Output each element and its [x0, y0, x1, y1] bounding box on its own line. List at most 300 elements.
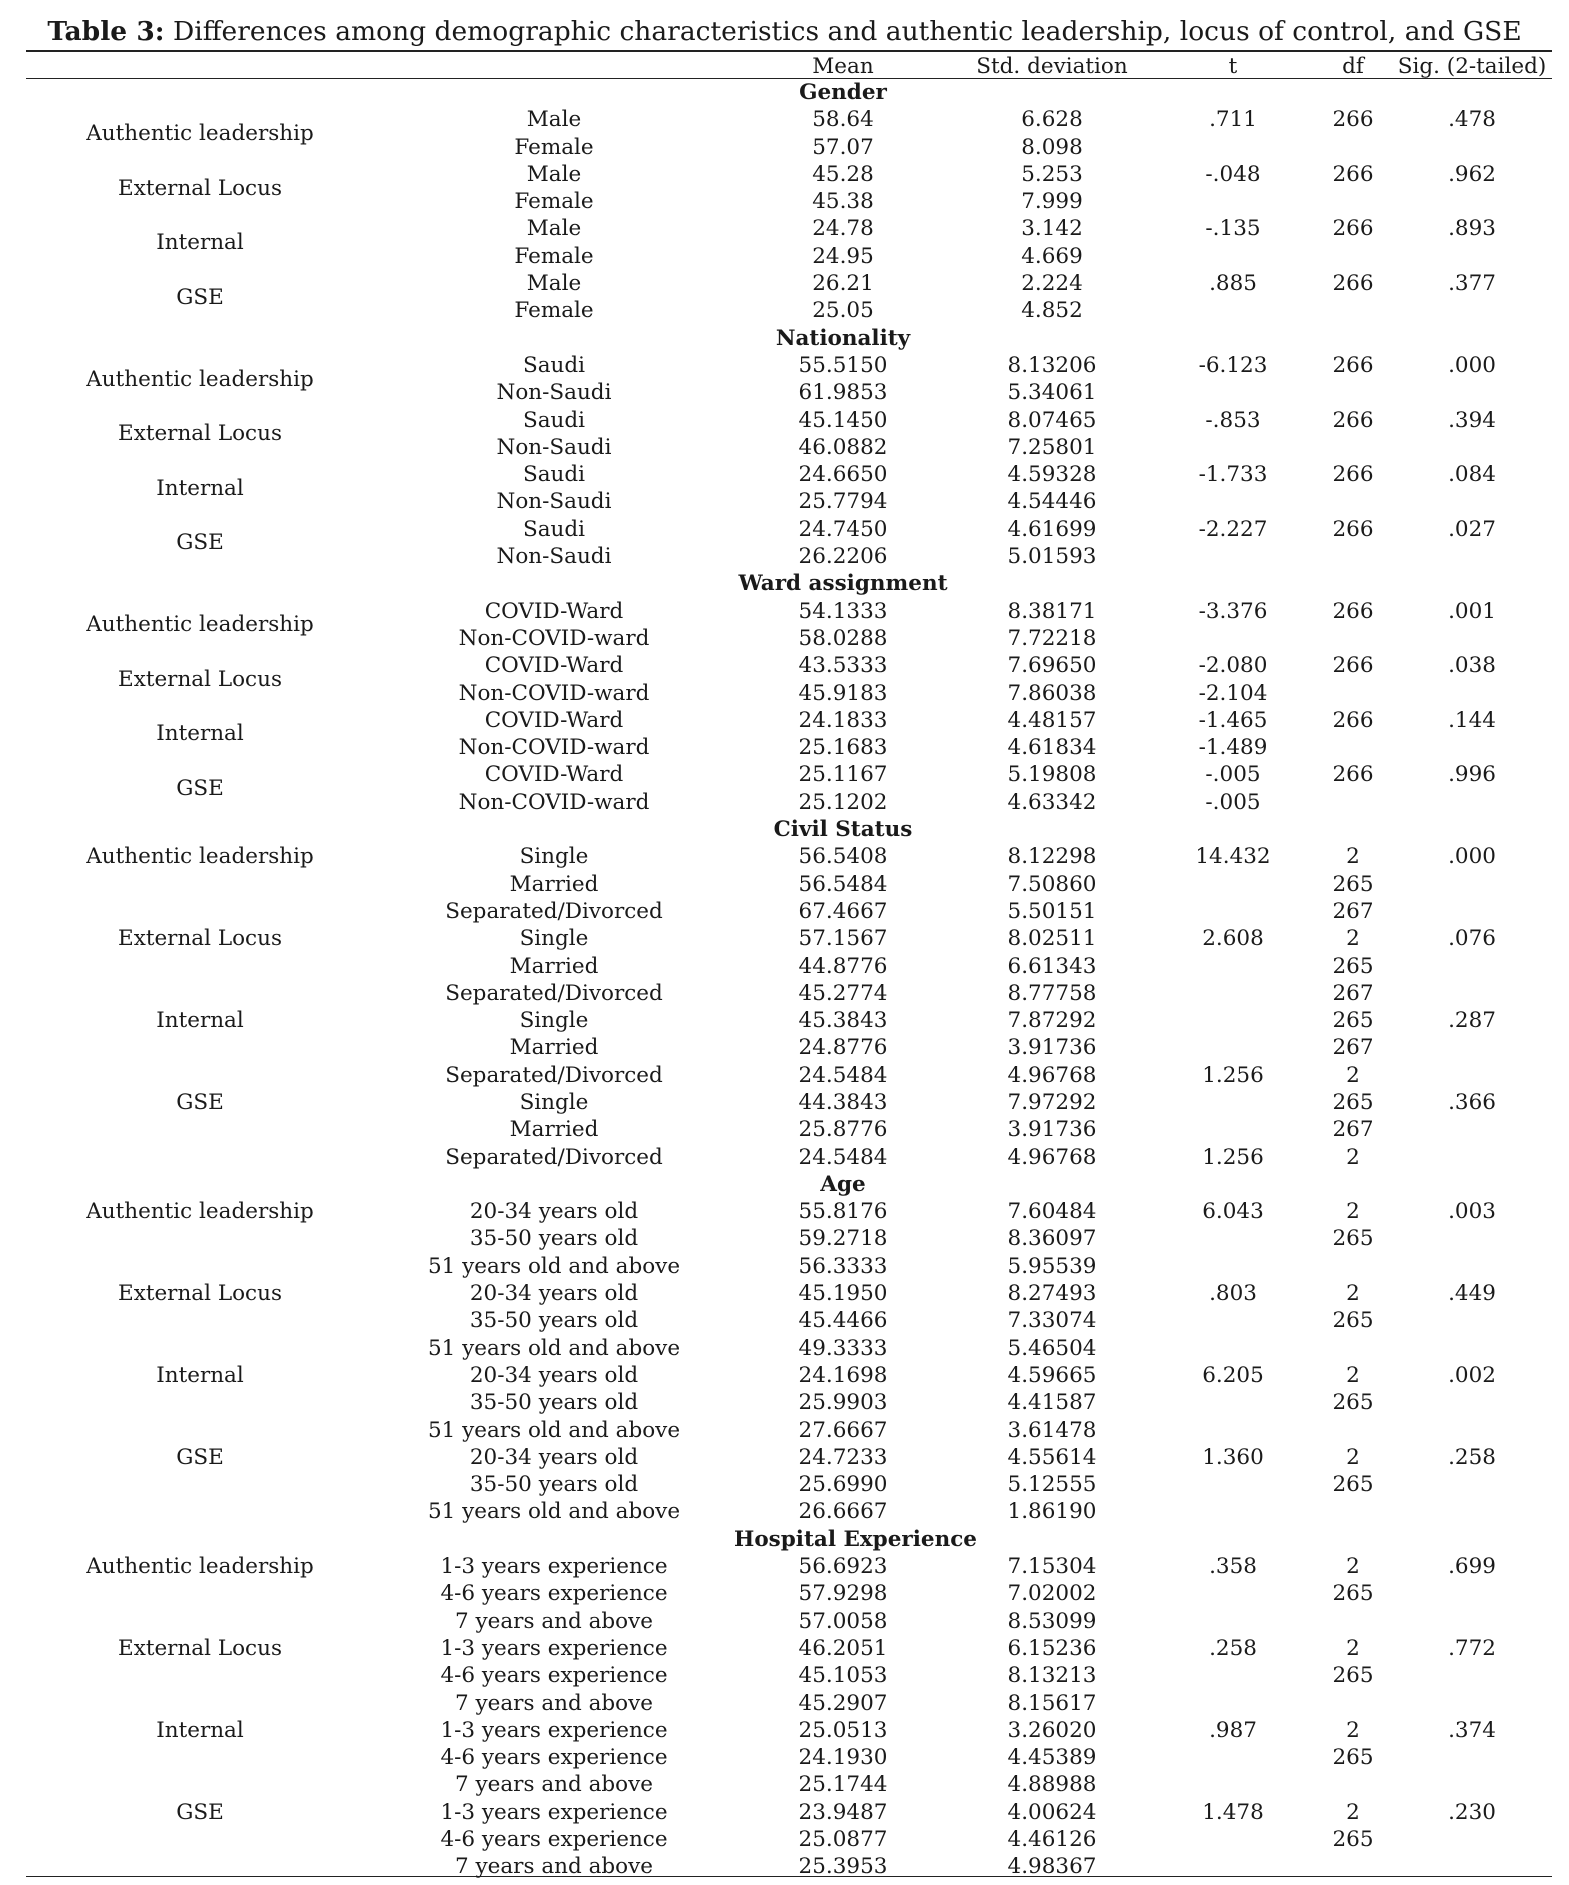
variable-label: GSE [176, 530, 224, 556]
variable-label: Authentic leadership [86, 1199, 314, 1225]
group-cell: COVID-Ward [484, 762, 624, 788]
variable-block [26, 407, 1552, 462]
table-row [26, 1307, 1552, 1334]
std-deviation-cell: 4.45389 [1007, 1745, 1097, 1771]
mean-cell: 55.5150 [798, 352, 888, 378]
table-row [26, 1116, 1552, 1143]
group-cell: Non-COVID-ward [458, 735, 650, 761]
std-deviation-cell: 3.142 [1021, 216, 1083, 242]
group-cell: Single [519, 844, 589, 870]
std-deviation-cell: 5.253 [1021, 161, 1083, 187]
t-cell: .885 [1209, 271, 1257, 297]
variable-block [26, 352, 1552, 407]
std-deviation-cell: 7.02002 [1007, 1581, 1097, 1607]
mean-cell: 56.3333 [798, 1253, 888, 1279]
header-t: t [1228, 54, 1238, 79]
group-cell: COVID-Ward [484, 598, 624, 624]
t-cell: .803 [1209, 1281, 1257, 1307]
std-deviation-cell: 6.15236 [1007, 1635, 1097, 1661]
df-cell: 265 [1332, 1390, 1374, 1416]
mean-cell: 24.7233 [798, 1444, 888, 1470]
std-deviation-cell: 7.15304 [1007, 1554, 1097, 1580]
std-deviation-cell: 3.61478 [1007, 1417, 1097, 1443]
section-title: Ward assignment [738, 571, 948, 597]
group-cell: 51 years old and above [427, 1417, 681, 1443]
mean-cell: 24.1833 [798, 707, 888, 733]
mean-cell: 25.9903 [798, 1390, 888, 1416]
std-deviation-cell: 7.60484 [1007, 1199, 1097, 1225]
header-std-deviation: Std. deviation [976, 54, 1128, 79]
df-cell: 267 [1332, 980, 1374, 1006]
mean-cell: 56.6923 [798, 1554, 888, 1580]
variable-block [26, 461, 1552, 516]
df-cell: 266 [1332, 653, 1374, 679]
group-cell: Single [519, 1089, 589, 1115]
variable-label: External Locus [118, 1281, 282, 1307]
variable-label: GSE [176, 1799, 224, 1825]
group-cell: Saudi [522, 516, 586, 542]
group-cell: Female [514, 243, 594, 269]
variable-block [26, 652, 1552, 707]
df-cell: 266 [1332, 762, 1374, 788]
group-cell: 35-50 years old [469, 1308, 639, 1334]
df-cell: 2 [1346, 844, 1360, 870]
mean-cell: 57.1567 [798, 926, 888, 952]
table-row [26, 1144, 1552, 1171]
header-row [26, 54, 1552, 79]
header-mean: Mean [812, 54, 874, 79]
section-title: Gender [799, 80, 887, 105]
sig-cell: .394 [1448, 407, 1496, 433]
variable-block [26, 1635, 1552, 1717]
group-cell: Female [514, 298, 594, 324]
std-deviation-cell: 4.55614 [1007, 1444, 1097, 1470]
group-cell: Non-Saudi [496, 489, 612, 515]
group-cell: 1-3 years experience [440, 1717, 668, 1743]
group-cell: Separated/Divorced [445, 898, 663, 924]
mean-cell: 45.38 [812, 189, 874, 215]
mean-cell: 57.07 [812, 134, 874, 160]
section-header-row [26, 1171, 1552, 1198]
std-deviation-cell: 4.46126 [1007, 1827, 1097, 1852]
std-deviation-cell: 5.01593 [1007, 544, 1097, 570]
variable-label: Internal [156, 475, 244, 501]
std-deviation-cell: 8.38171 [1007, 598, 1097, 624]
section-header-row [26, 325, 1552, 352]
mean-cell: 25.05 [812, 298, 874, 324]
std-deviation-cell: 8.13213 [1007, 1663, 1097, 1689]
group-cell: 35-50 years old [469, 1390, 639, 1416]
mean-cell: 45.4466 [798, 1308, 888, 1334]
section-header-row [26, 816, 1552, 843]
mean-cell: 45.1053 [798, 1663, 888, 1689]
group-cell: Non-COVID-ward [458, 789, 650, 815]
mean-cell: 57.0058 [798, 1608, 888, 1634]
group-cell: Male [526, 107, 582, 133]
mean-cell: 25.3953 [798, 1854, 888, 1880]
variable-label: Internal [156, 721, 244, 747]
table-row [26, 980, 1552, 1007]
section-title: Age [820, 1171, 866, 1197]
sig-cell: .000 [1448, 352, 1496, 378]
df-cell: 265 [1332, 1581, 1374, 1607]
mean-cell: 25.0877 [798, 1827, 888, 1852]
variable-label: Authentic leadership [86, 844, 314, 870]
group-cell: Saudi [522, 462, 586, 488]
group-cell: Non-Saudi [496, 380, 612, 406]
t-cell: .358 [1209, 1554, 1257, 1580]
t-cell: 2.608 [1202, 926, 1264, 952]
t-cell: -2.080 [1198, 653, 1268, 679]
std-deviation-cell: 8.53099 [1007, 1608, 1097, 1634]
mean-cell: 56.5484 [798, 871, 888, 897]
mean-cell: 24.1930 [798, 1745, 888, 1771]
df-cell: 2 [1346, 1062, 1360, 1088]
std-deviation-cell: 7.97292 [1007, 1089, 1097, 1115]
sig-cell: .001 [1448, 598, 1496, 624]
mean-cell: 24.5484 [798, 1144, 888, 1170]
mean-cell: 59.2718 [798, 1226, 888, 1252]
std-deviation-cell: 5.50151 [1007, 898, 1097, 924]
mean-cell: 24.6650 [798, 462, 888, 488]
table-row [26, 1826, 1552, 1853]
std-deviation-cell: 4.96768 [1007, 1144, 1097, 1170]
mean-cell: 46.2051 [798, 1635, 888, 1661]
sig-cell: .084 [1448, 462, 1496, 488]
df-cell: 266 [1332, 516, 1374, 542]
df-cell: 267 [1332, 898, 1374, 924]
sig-cell: .027 [1448, 516, 1496, 542]
std-deviation-cell: 4.88988 [1007, 1772, 1097, 1798]
std-deviation-cell: 7.999 [1021, 189, 1083, 215]
df-cell: 265 [1332, 1008, 1374, 1034]
std-deviation-cell: 8.12298 [1007, 844, 1097, 870]
mean-cell: 57.9298 [798, 1581, 888, 1607]
std-deviation-cell: 7.87292 [1007, 1008, 1097, 1034]
std-deviation-cell: 7.72218 [1007, 625, 1097, 651]
group-cell: Single [519, 1008, 589, 1034]
table-row [26, 1034, 1552, 1061]
std-deviation-cell: 6.61343 [1007, 953, 1097, 979]
variable-block [26, 1362, 1552, 1444]
section-header-row [26, 570, 1552, 597]
table-row [26, 1062, 1552, 1089]
df-cell: 266 [1332, 462, 1374, 488]
std-deviation-cell: 7.25801 [1007, 434, 1097, 460]
group-cell: Non-Saudi [496, 544, 612, 570]
group-cell: Female [514, 189, 594, 215]
group-cell: Non-COVID-ward [458, 625, 650, 651]
std-deviation-cell: 1.86190 [1007, 1499, 1097, 1525]
variable-label: Authentic leadership [86, 612, 314, 638]
table-row [26, 1608, 1552, 1635]
group-cell: 7 years and above [454, 1608, 653, 1634]
table-title-label: Table 3: [47, 16, 165, 47]
group-cell: Married [509, 1117, 599, 1143]
group-cell: 1-3 years experience [440, 1635, 668, 1661]
mean-cell: 25.0513 [798, 1717, 888, 1743]
group-cell: Saudi [522, 352, 586, 378]
variable-label: GSE [176, 776, 224, 802]
mean-cell: 25.1202 [798, 789, 888, 815]
sig-cell: .038 [1448, 653, 1496, 679]
variable-block [26, 1717, 1552, 1799]
std-deviation-cell: 8.02511 [1007, 926, 1097, 952]
sig-cell: .003 [1448, 1199, 1496, 1225]
mean-cell: 45.2774 [798, 980, 888, 1006]
variable-block [26, 925, 1552, 1007]
group-cell: 7 years and above [454, 1854, 653, 1880]
table-row [26, 1690, 1552, 1717]
variable-label: External Locus [118, 1635, 282, 1661]
std-deviation-cell: 4.59328 [1007, 462, 1097, 488]
t-cell: .987 [1209, 1717, 1257, 1743]
table-row [26, 1853, 1552, 1880]
df-cell: 266 [1332, 707, 1374, 733]
df-cell: 265 [1332, 1663, 1374, 1689]
table-row [26, 1225, 1552, 1252]
group-cell: Married [509, 1035, 599, 1061]
std-deviation-cell: 8.27493 [1007, 1281, 1097, 1307]
df-cell: 266 [1332, 107, 1374, 133]
df-cell: 2 [1346, 1717, 1360, 1743]
std-deviation-cell: 7.69650 [1007, 653, 1097, 679]
table-row [26, 1771, 1552, 1798]
mean-cell: 25.1167 [798, 762, 888, 788]
mean-cell: 24.7450 [798, 516, 888, 542]
group-cell: 20-34 years old [469, 1281, 639, 1307]
group-cell: Female [514, 134, 594, 160]
sig-cell: .258 [1448, 1444, 1496, 1470]
df-cell: 266 [1332, 598, 1374, 624]
t-cell: 6.043 [1202, 1199, 1264, 1225]
sig-cell: .962 [1448, 161, 1496, 187]
df-cell: 266 [1332, 407, 1374, 433]
std-deviation-cell: 4.61699 [1007, 516, 1097, 542]
variable-label: Authentic leadership [86, 120, 314, 146]
t-cell: -.048 [1205, 161, 1261, 187]
std-deviation-cell: 8.77758 [1007, 980, 1097, 1006]
mean-cell: 25.1744 [798, 1772, 888, 1798]
std-deviation-cell: 4.96768 [1007, 1062, 1097, 1088]
variable-label: Internal [156, 1717, 244, 1743]
mean-cell: 45.9183 [798, 680, 888, 706]
mean-cell: 45.28 [812, 161, 874, 187]
mean-cell: 49.3333 [798, 1335, 888, 1361]
df-cell: 2 [1346, 1362, 1360, 1388]
variable-block [26, 707, 1552, 762]
variable-label: GSE [176, 1444, 224, 1470]
variable-label: External Locus [118, 666, 282, 692]
std-deviation-cell: 8.36097 [1007, 1226, 1097, 1252]
group-cell: 20-34 years old [469, 1444, 639, 1470]
t-cell: 1.256 [1202, 1062, 1264, 1088]
variable-label: GSE [176, 1089, 224, 1115]
t-cell: -.853 [1205, 407, 1261, 433]
table-row [26, 953, 1552, 980]
group-cell: 1-3 years experience [440, 1799, 668, 1825]
std-deviation-cell: 4.48157 [1007, 707, 1097, 733]
table-row [26, 1744, 1552, 1771]
std-deviation-cell: 7.86038 [1007, 680, 1097, 706]
group-cell: Male [526, 161, 582, 187]
std-deviation-cell: 4.98367 [1007, 1854, 1097, 1880]
group-cell: 51 years old and above [427, 1253, 681, 1279]
variable-block [26, 106, 1552, 161]
sig-cell: .002 [1448, 1362, 1496, 1388]
data-table [26, 54, 1552, 1881]
df-cell: 2 [1346, 1554, 1360, 1580]
t-cell: 1.256 [1202, 1144, 1264, 1170]
variable-block [26, 1799, 1552, 1881]
variable-block [26, 843, 1552, 925]
variable-block [26, 1007, 1552, 1089]
t-cell: 1.478 [1202, 1799, 1264, 1825]
df-cell: 265 [1332, 1827, 1374, 1852]
group-cell: 35-50 years old [469, 1472, 639, 1498]
t-cell: .711 [1209, 107, 1257, 133]
variable-block [26, 1198, 1552, 1280]
mean-cell: 54.1333 [798, 598, 888, 624]
std-deviation-cell: 4.61834 [1007, 735, 1097, 761]
table-title-text: Differences among demographic characteristics and authentic leadership, locus of control, and GSE [164, 16, 1522, 47]
group-cell: 4-6 years experience [440, 1581, 668, 1607]
mean-cell: 27.6667 [798, 1417, 888, 1443]
group-cell: COVID-Ward [484, 707, 624, 733]
group-cell: Separated/Divorced [445, 1062, 663, 1088]
t-cell: -1.465 [1198, 707, 1268, 733]
std-deviation-cell: 4.63342 [1007, 789, 1097, 815]
variable-block [26, 1444, 1552, 1526]
df-cell: 266 [1332, 216, 1374, 242]
std-deviation-cell: 8.098 [1021, 134, 1083, 160]
table-row [26, 871, 1552, 898]
variable-label: GSE [176, 284, 224, 310]
group-cell: 4-6 years experience [440, 1827, 668, 1852]
std-deviation-cell: 7.33074 [1007, 1308, 1097, 1334]
sig-cell: .144 [1448, 707, 1496, 733]
std-deviation-cell: 8.13206 [1007, 352, 1097, 378]
table-body [26, 79, 1552, 1881]
mean-cell: 25.1683 [798, 735, 888, 761]
table-row [26, 898, 1552, 925]
group-cell: 20-34 years old [469, 1362, 639, 1388]
group-cell: 1-3 years experience [440, 1554, 668, 1580]
t-cell: 14.432 [1195, 844, 1271, 870]
variable-label: Authentic leadership [86, 1554, 314, 1580]
mean-cell: 23.9487 [798, 1799, 888, 1825]
group-cell: 20-34 years old [469, 1199, 639, 1225]
std-deviation-cell: 4.59665 [1007, 1362, 1097, 1388]
variable-block [26, 516, 1552, 571]
mean-cell: 45.1450 [798, 407, 888, 433]
mean-cell: 24.78 [812, 216, 874, 242]
sig-cell: .699 [1448, 1554, 1496, 1580]
sig-cell: .893 [1448, 216, 1496, 242]
group-cell: Separated/Divorced [445, 980, 663, 1006]
t-cell: .258 [1209, 1635, 1257, 1661]
df-cell: 2 [1346, 1635, 1360, 1661]
std-deviation-cell: 4.41587 [1007, 1390, 1097, 1416]
variable-block [26, 161, 1552, 216]
df-cell: 266 [1332, 352, 1374, 378]
sig-cell: .366 [1448, 1089, 1496, 1115]
df-cell: 2 [1346, 1281, 1360, 1307]
table-row [26, 1335, 1552, 1362]
std-deviation-cell: 4.852 [1021, 298, 1083, 324]
sig-cell: .478 [1448, 107, 1496, 133]
std-deviation-cell: 3.91736 [1007, 1117, 1097, 1143]
df-cell: 267 [1332, 1035, 1374, 1061]
group-cell: COVID-Ward [484, 653, 624, 679]
mean-cell: 24.95 [812, 243, 874, 269]
sig-cell: .287 [1448, 1008, 1496, 1034]
df-cell: 2 [1346, 1199, 1360, 1225]
group-cell: Male [526, 216, 582, 242]
df-cell: 266 [1332, 271, 1374, 297]
variable-block [26, 1089, 1552, 1171]
std-deviation-cell: 4.00624 [1007, 1799, 1097, 1825]
section-header-row [26, 1526, 1552, 1553]
table-row [26, 1471, 1552, 1498]
mean-cell: 58.64 [812, 107, 874, 133]
group-cell: Single [519, 926, 589, 952]
mean-cell: 26.2206 [798, 544, 888, 570]
sig-cell: .377 [1448, 271, 1496, 297]
sig-cell: .996 [1448, 762, 1496, 788]
group-cell: Male [526, 271, 582, 297]
mean-cell: 45.1950 [798, 1281, 888, 1307]
df-cell: 2 [1346, 1444, 1360, 1470]
variable-block [26, 598, 1552, 653]
section-title: Nationality [775, 325, 911, 351]
std-deviation-cell: 8.15617 [1007, 1690, 1097, 1716]
df-cell: 265 [1332, 1745, 1374, 1771]
mean-cell: 45.3843 [798, 1008, 888, 1034]
variable-label: Internal [156, 1008, 244, 1034]
group-cell: Married [509, 953, 599, 979]
table-row [26, 1498, 1552, 1525]
table-row [26, 1253, 1552, 1280]
section-title: Hospital Experience [734, 1526, 977, 1552]
group-cell: 4-6 years experience [440, 1745, 668, 1771]
group-cell: Saudi [522, 407, 586, 433]
group-cell: 51 years old and above [427, 1335, 681, 1361]
std-deviation-cell: 2.224 [1021, 271, 1083, 297]
mean-cell: 24.8776 [798, 1035, 888, 1061]
group-cell: 4-6 years experience [440, 1663, 668, 1689]
table-title [0, 15, 1569, 49]
df-cell: 2 [1346, 1799, 1360, 1825]
group-cell: 7 years and above [454, 1772, 653, 1798]
variable-block [26, 1553, 1552, 1635]
df-cell: 2 [1346, 926, 1360, 952]
section-title: Civil Status [773, 817, 913, 843]
variable-block [26, 215, 1552, 270]
mean-cell: 56.5408 [798, 844, 888, 870]
sig-cell: .449 [1448, 1281, 1496, 1307]
t-cell: -2.104 [1198, 680, 1268, 706]
t-cell: -6.123 [1198, 352, 1268, 378]
table-row [26, 1417, 1552, 1444]
t-cell: -.005 [1205, 789, 1261, 815]
std-deviation-cell: 8.07465 [1007, 407, 1097, 433]
mean-cell: 24.5484 [798, 1062, 888, 1088]
sig-cell: .076 [1448, 926, 1496, 952]
sig-cell: .000 [1448, 844, 1496, 870]
variable-block [26, 1280, 1552, 1362]
mean-cell: 44.3843 [798, 1089, 888, 1115]
